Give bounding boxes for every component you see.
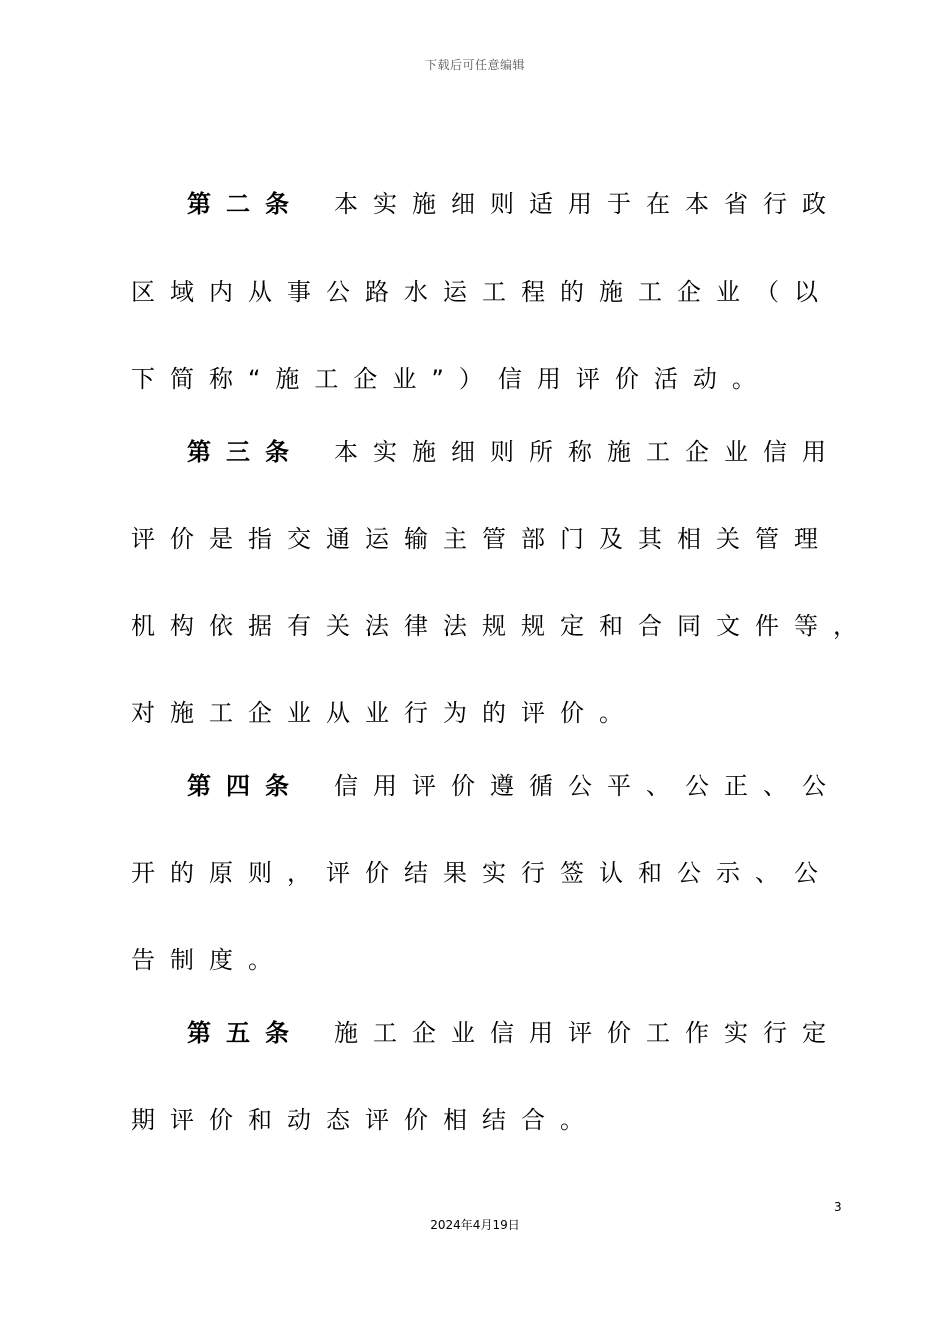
article-4-line-3: 告制度。 bbox=[131, 946, 287, 974]
article-4-text-1: 信用评价遵循公平、公正、公 bbox=[334, 772, 841, 800]
article-5-text-1: 施工企业信用评价工作实行定 bbox=[334, 1019, 841, 1047]
article-4-line-1 bbox=[187, 770, 841, 802]
article-4-label: 第四条 bbox=[187, 772, 304, 800]
article-2-label: 第二条 bbox=[187, 190, 304, 218]
article-2-line-1 bbox=[187, 188, 841, 220]
article-3-line-2: 评价是指交通运输主管部门及其相关管理 bbox=[131, 525, 833, 553]
page-date: 2024年4月19日 bbox=[430, 1218, 520, 1232]
article-3-line-3: 机构依据有关法律法规规定和合同文件等， bbox=[131, 612, 872, 640]
article-3-line-1 bbox=[187, 436, 841, 468]
page-header: 下载后可任意编辑 bbox=[424, 58, 525, 72]
article-5-line-1 bbox=[187, 1017, 841, 1049]
article-2-line-3: 下简称“施工企业”）信用评价活动。 bbox=[131, 365, 771, 393]
article-5-label: 第五条 bbox=[187, 1019, 304, 1047]
article-4-line-2: 开的原则，评价结果实行签认和公示、公 bbox=[131, 859, 833, 887]
article-2-line-2: 区域内从事公路水运工程的施工企业（以 bbox=[131, 278, 833, 306]
article-5-line-2: 期评价和动态评价相结合。 bbox=[131, 1106, 599, 1134]
article-3-text-1: 本实施细则所称施工企业信用 bbox=[334, 438, 841, 466]
page-number: 3 bbox=[834, 1200, 842, 1214]
article-3-label: 第三条 bbox=[187, 438, 304, 466]
article-2-text-1: 本实施细则适用于在本省行政 bbox=[334, 190, 841, 218]
article-3-line-4: 对施工企业从业行为的评价。 bbox=[131, 699, 638, 727]
